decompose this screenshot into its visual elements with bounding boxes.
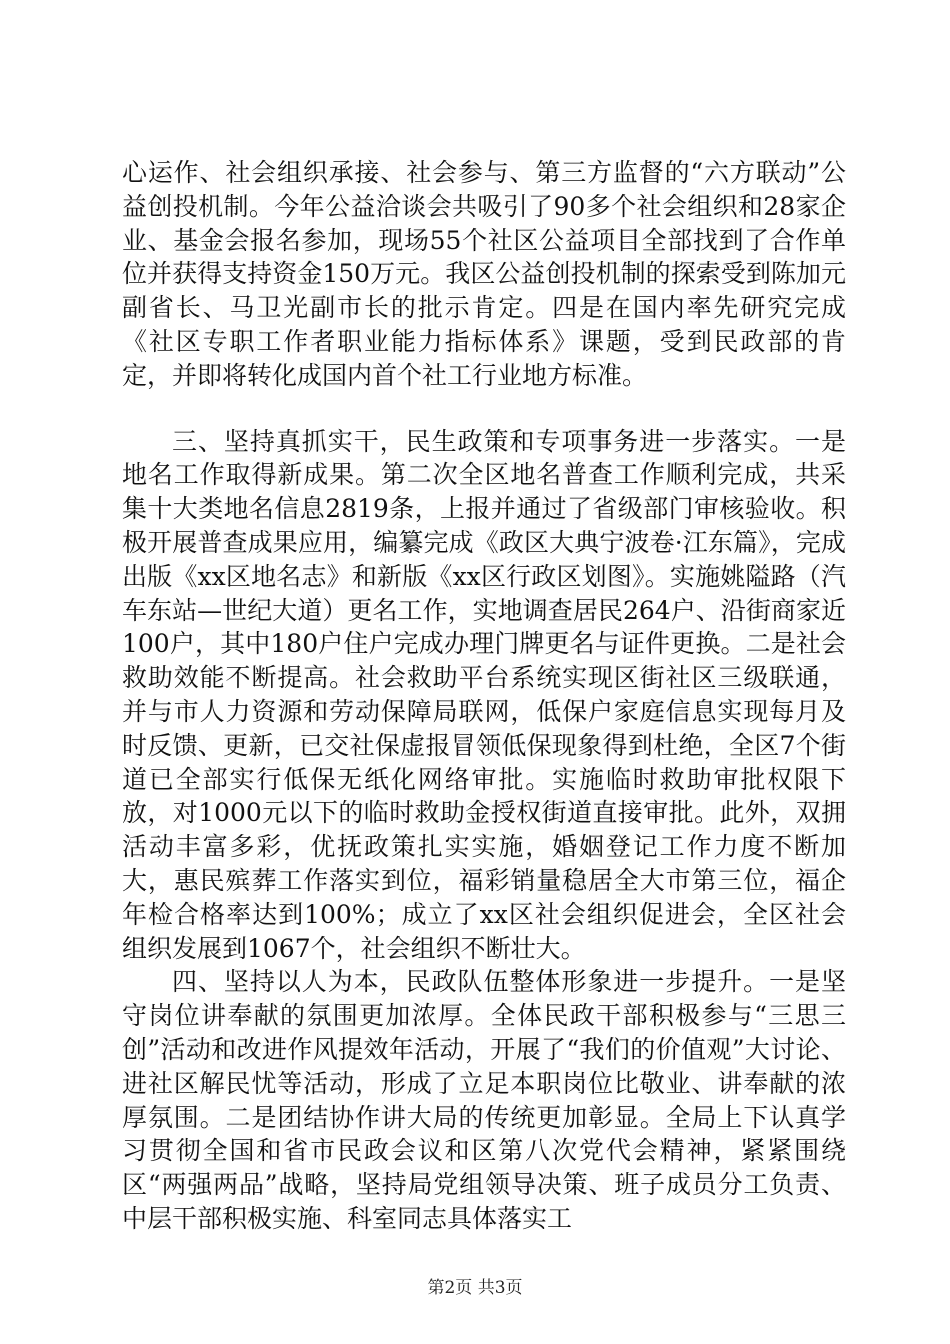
- document-body: [122, 156, 846, 1236]
- paragraph-section-four: 四、坚持以人为本，民政队伍整体形象进一步提升。一是坚守岗位讲奉献的氛围更加浓厚。全体民政干部积极参与“三思三创”活动和改进作风提效年活动，开展了“我们的价值观”大讨论、进社区解民忧等活动，形成了立足本职岗位比敬业、讲奉献的浓厚氛围。二是团结协作讲大局的传统更加彰显。全局上下认真学习贯彻全国和省市民政会议和区第八次党代会精神，紧紧围绕区“两强两品”战略，坚持局党组领导决策、班子成员分工负责、中层干部积极实施、科室同志具体落实工: [122, 967, 846, 1233]
- paragraph-continuation: 心运作、社会组织承接、社会参与、第三方监督的“六方联动”公益创投机制。今年公益洽谈会共吸引了90多个社会组织和28家企业、基金会报名参加，现场55个社区公益项目全部找到了合作单位并获得支持资金150万元。我区公益创投机制的探索受到陈加元副省长、马卫光副市长的批示肯定。四是在国内率先研究完成《社区专职工作者职业能力指标体系》课题，受到民政部的肯定，并即将转化成国内首个社工行业地方标准。: [122, 158, 846, 390]
- page-footer: 第2页 共3页: [427, 1278, 523, 1298]
- paragraph-gap: [122, 393, 846, 425]
- paragraph-section-three: 三、坚持真抓实干，民生政策和专项事务进一步落实。一是地名工作取得新成果。第二次全区地名普查工作顺利完成，共采集十大类地名信息2819条，上报并通过了省级部门审核验收。积极开展普查成果应用，编纂完成《政区大典宁波卷·江东篇》，完成出版《xx区地名志》和新版《xx区行政区划图》。实施姚隘路（汽车东站—世纪大道）更名工作，实地调查居民264户、沿街商家近100户，其中180户住户完成办理门牌更名与证件更换。二是社会救助效能不断提高。社会救助平台系统实现区街社区三级联通，并与市人力资源和劳动保障局联网，低保户家庭信息实现每月及时反馈、更新，已交社保虚报冒领低保现象得到杜绝，全区7个街道已全部实行低保无纸化网络审批。实施临时救助审批权限下放，对1000元以下的临时救助金授权街道直接审批。此外，双拥活动丰富多彩，优抚政策扎实实施，婚姻登记工作力度不断加大，惠民殡葬工作落实到位，福彩销量稳居全大市第三位，福企年检合格率达到100%；成立了xx区社会组织促进会，全区社会组织发展到1067个，社会组织不断壮大。: [122, 426, 846, 963]
